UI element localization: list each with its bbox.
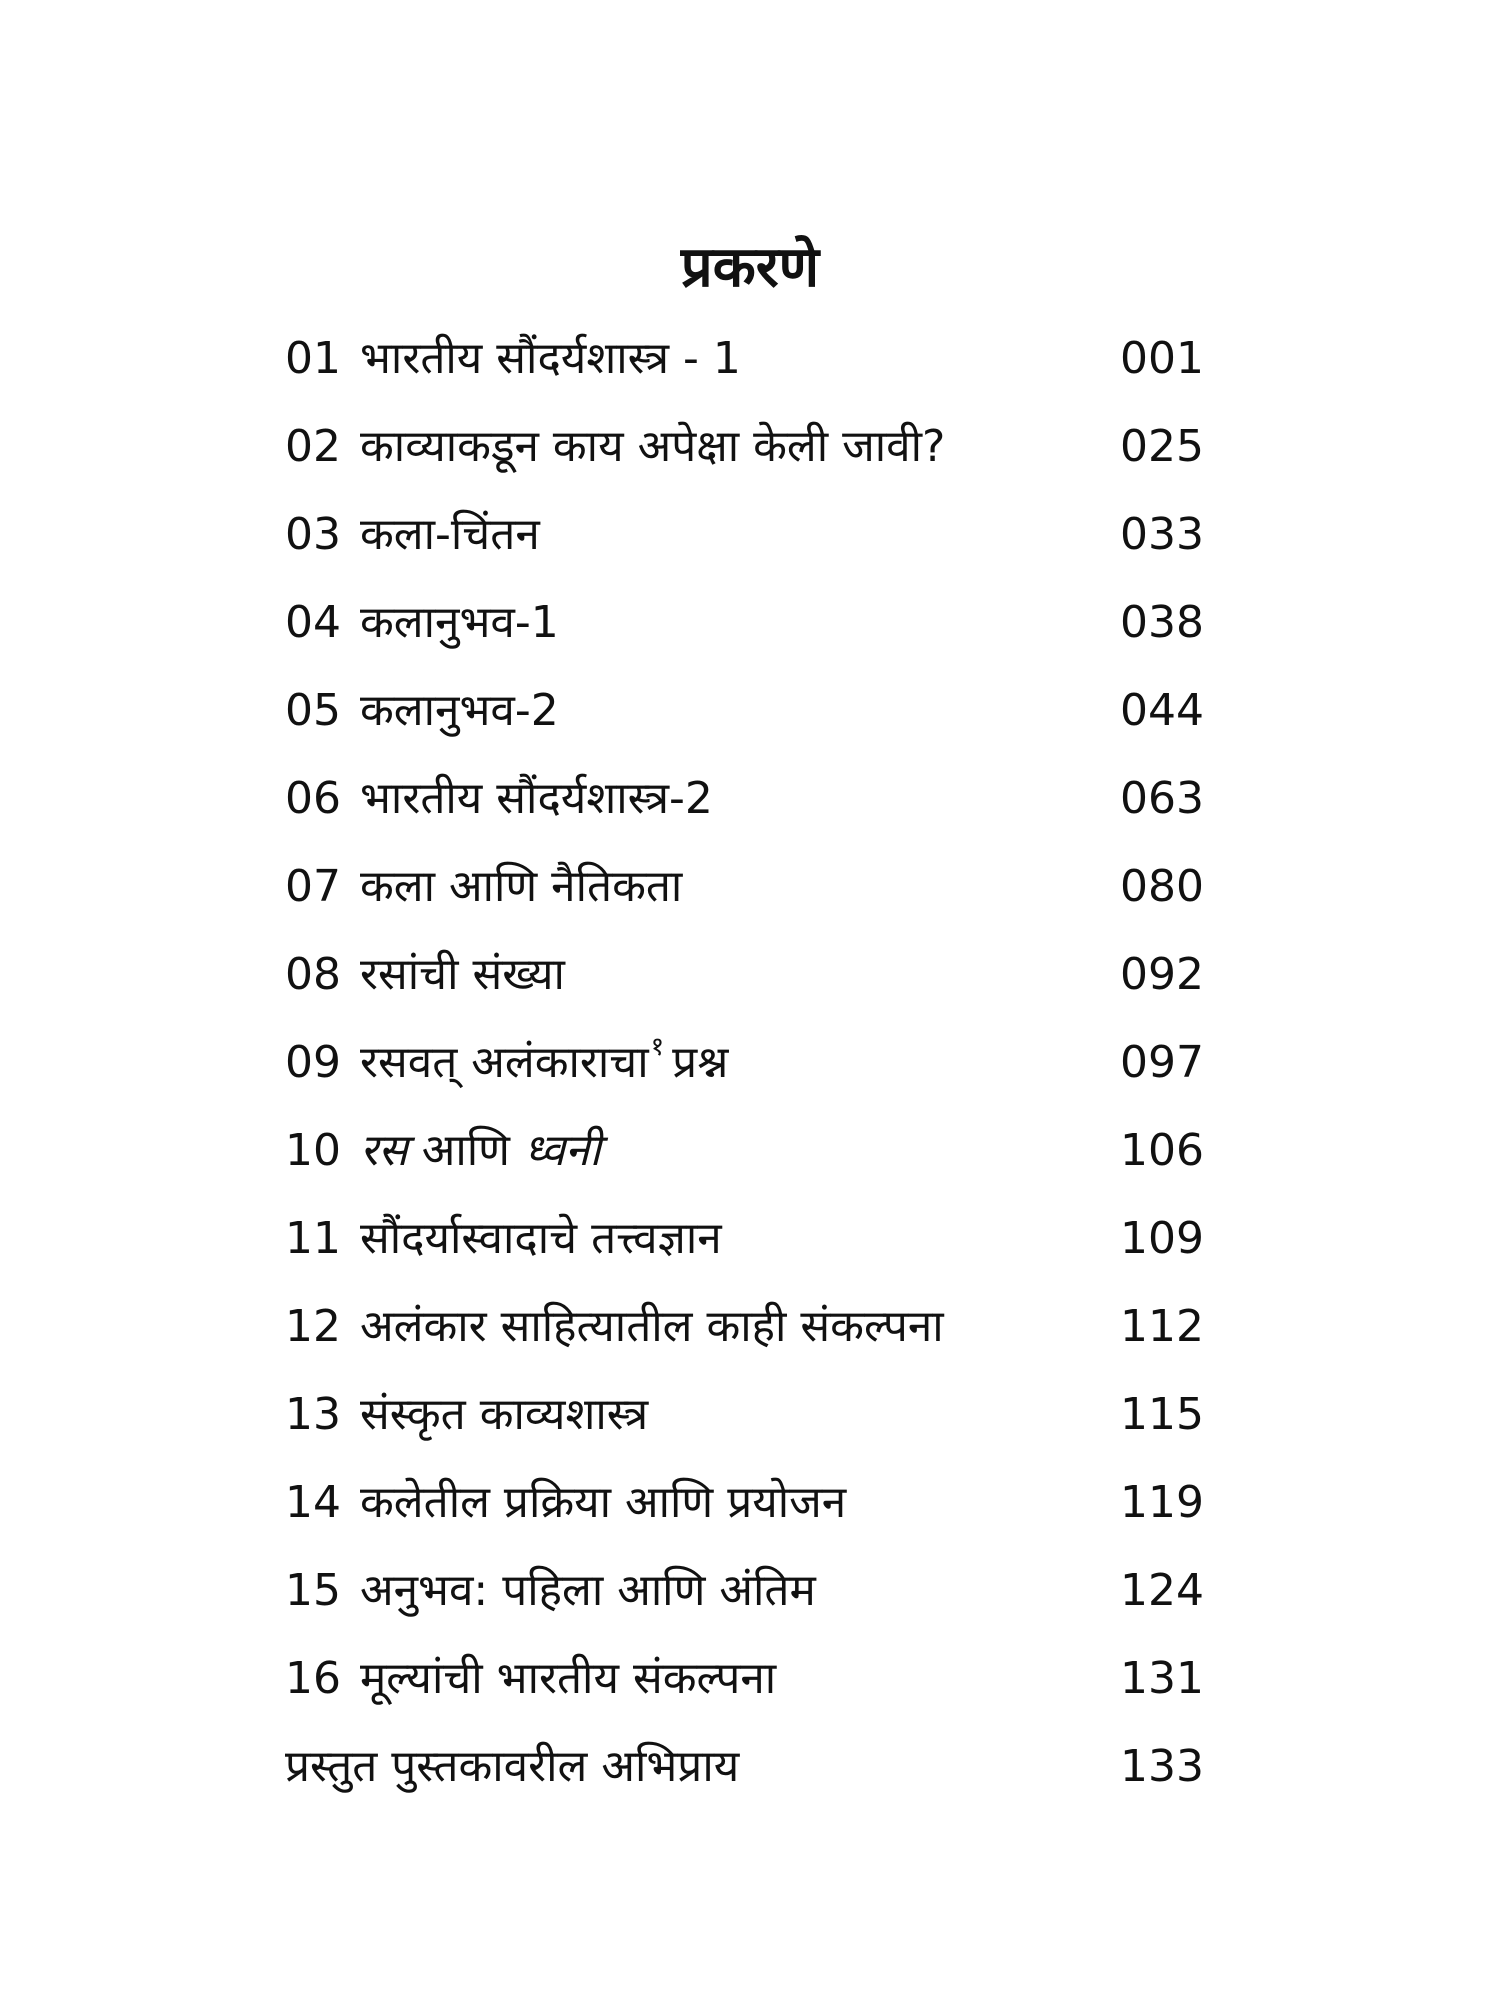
chapter-title: अलंकार साहित्यातील काही संकल्पना [360,1301,944,1352]
chapter-number: 12 [285,1301,341,1352]
page-number: 109 [1120,1213,1204,1264]
toc-entry[interactable] [285,843,1215,931]
chapter-number: 01 [285,333,341,384]
chapter-title: कलानुभव-1 [360,597,559,648]
footnote-marker[interactable]: १ [650,1032,665,1062]
toc-entry[interactable] [285,1019,1215,1107]
chapter-title: रसांची संख्या [360,949,565,1000]
chapter-number: 06 [285,773,341,824]
chapter-number: 04 [285,597,341,648]
chapter-title: कला-चिंतन [360,509,540,560]
toc-entry[interactable] [285,403,1215,491]
toc-entry[interactable] [285,315,1215,403]
page-number: 038 [1120,597,1204,648]
toc-entry[interactable] [285,1459,1215,1547]
page-number: 115 [1120,1389,1204,1440]
chapter-title-italic: ध्वनी [523,1125,601,1176]
chapter-number: 05 [285,685,341,736]
chapter-title: सौंदर्यास्वादाचे तत्त्वज्ञान [360,1213,722,1264]
page-number: 097 [1120,1037,1204,1088]
page-number: 119 [1120,1477,1204,1528]
toc-entry[interactable] [285,579,1215,667]
chapter-title: कलानुभव-2 [360,685,559,736]
chapter-title: भारतीय सौंदर्यशास्त्र-2 [360,773,713,824]
toc-entry[interactable] [285,1107,1215,1195]
chapter-title-italic: रस [360,1125,408,1176]
toc-entry[interactable] [285,1547,1215,1635]
page-number: 025 [1120,421,1204,472]
table-of-contents [285,315,1215,1811]
toc-entry[interactable] [285,931,1215,1019]
toc-entry[interactable] [285,755,1215,843]
chapter-title: कलेतील प्रक्रिया आणि प्रयोजन [360,1477,847,1528]
page-number: 033 [1120,509,1204,560]
page-number: 133 [1120,1741,1204,1792]
chapter-title: मूल्यांची भारतीय संकल्पना [360,1653,777,1704]
chapter-title-part: आणि [407,1125,524,1176]
chapter-number: 14 [285,1477,341,1528]
page-number: 044 [1120,685,1204,736]
toc-entry[interactable] [285,491,1215,579]
chapter-number: 13 [285,1389,341,1440]
closing-title: प्रस्तुत पुस्तकावरील अभिप्राय [285,1741,740,1792]
chapter-number: 16 [285,1653,341,1704]
chapter-number: 15 [285,1565,341,1616]
page-number: 112 [1120,1301,1204,1352]
page-title: प्रकरणे [680,235,820,300]
chapter-title-part: रसवत् अलंकाराचा [360,1037,649,1088]
chapter-number: 02 [285,421,341,472]
toc-entry[interactable] [285,667,1215,755]
toc-entry-closing[interactable] [285,1723,1215,1811]
page-number: 124 [1120,1565,1204,1616]
chapter-title: कला आणि नैतिकता [360,861,683,912]
chapter-number: 08 [285,949,341,1000]
chapter-title [360,1019,728,1107]
chapter-title: संस्कृत काव्यशास्त्र [360,1389,649,1440]
chapter-title-part: प्रश्न [672,1037,729,1088]
toc-entry[interactable] [285,1195,1215,1283]
chapter-title: अनुभव: पहिला आणि अंतिम [360,1565,816,1616]
chapter-title: भारतीय सौंदर्यशास्त्र - 1 [360,333,741,384]
chapter-number: 11 [285,1213,341,1264]
page-number: 131 [1120,1653,1204,1704]
page-number: 106 [1120,1125,1204,1176]
chapter-number: 07 [285,861,341,912]
page-number: 092 [1120,949,1204,1000]
chapter-title: काव्याकडून काय अपेक्षा केली जावी? [360,421,946,472]
toc-entry[interactable] [285,1283,1215,1371]
chapter-number: 10 [285,1125,341,1176]
page-number: 080 [1120,861,1204,912]
chapter-number: 09 [285,1037,341,1088]
page-number: 001 [1120,333,1204,384]
chapter-number: 03 [285,509,341,560]
page-number: 063 [1120,773,1204,824]
toc-entry[interactable] [285,1371,1215,1459]
toc-entry[interactable] [285,1635,1215,1723]
chapter-title [360,1107,601,1195]
